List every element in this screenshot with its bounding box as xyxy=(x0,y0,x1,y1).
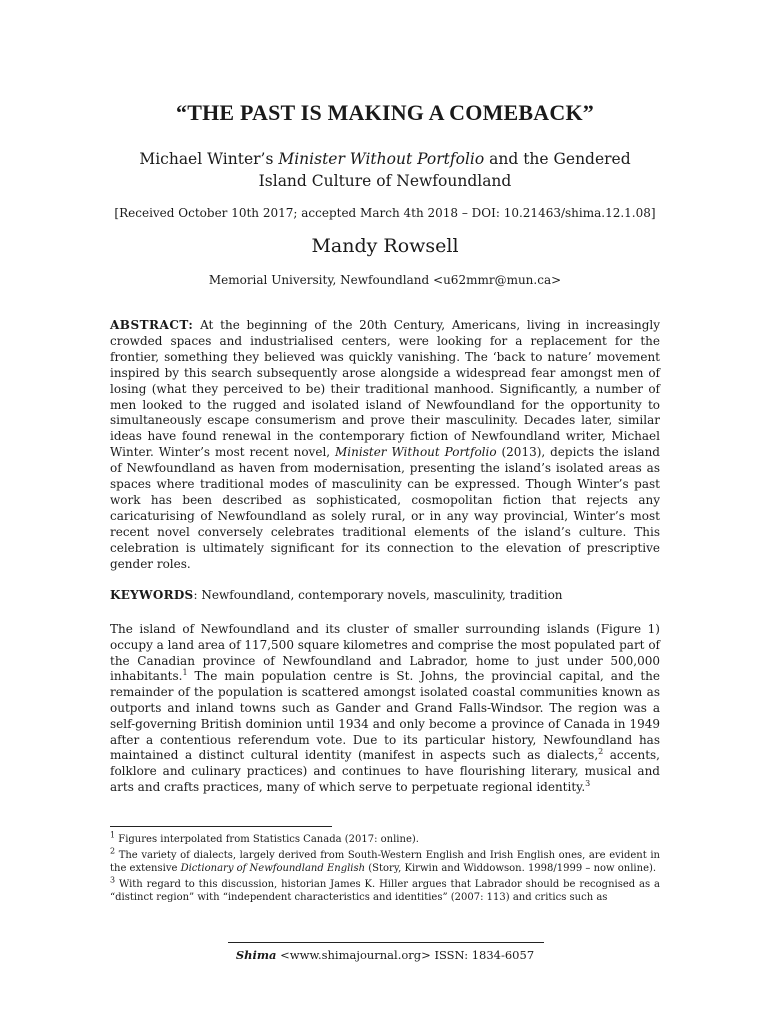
footnote-text: The variety of dialects, largely derived from South-Western English and Irish English ones, are evident in the extensive xyxy=(110,850,660,874)
body-text-1: The island of Newfoundland and its cluster of smaller surrounding islands (Figure 1) occupy a land area of 117,500 square kilometres and comprise the most populated part of the Canadian province of Newfoundland and Labrador, home to just under 500,000 inhabitants. xyxy=(110,622,660,684)
paper-title: “THE PAST IS MAKING A COMEBACK” xyxy=(176,100,594,125)
footnote-1 xyxy=(110,830,660,846)
footnote-text: (Story, Kirwin and Widdowson. 1998/1999 – now online). xyxy=(365,863,657,874)
footnote-divider xyxy=(110,826,332,827)
subtitle-line2: Island Culture of Newfoundland xyxy=(258,172,512,190)
footnote-ref-1[interactable]: 1 xyxy=(182,668,188,678)
footnotes xyxy=(110,830,660,907)
abstract-text-2: (2013), depicts the island of Newfoundland as haven from modernisation, presenting the island’s isolated areas as spaces where traditional modes of masculinity can be expressed. Though Winter’s past work has been described as sophisticated, cosmopolitan fiction that rejects any caricaturising of Newfoundland as solely rural, or in any way provincial, Winter’s most recent novel conversely celebrates traditional elements of the island’s culture. This celebration is ultimately significant for its connection to the elevation of prescriptive gender roles. xyxy=(110,445,660,571)
footnote-number: 1 xyxy=(110,830,116,840)
footnote-number: 2 xyxy=(110,846,116,856)
footnote-number: 3 xyxy=(110,875,116,885)
footnote-text: With regard to this discussion, historian James K. Hiller argues that Labrador should be recognised as a “distinct region” with “independent characteristics and identities” (2007: 113) and critics such as xyxy=(110,879,660,903)
subtitle-book-title: Minister Without Portfolio xyxy=(278,150,485,168)
keywords-label: KEYWORDS xyxy=(110,588,194,602)
paper-subtitle xyxy=(110,148,660,192)
subtitle-suffix: and the Gendered xyxy=(484,150,631,168)
abstract xyxy=(110,318,660,573)
footnote-ref-3[interactable]: 3 xyxy=(585,778,591,788)
journal-brand: Shima xyxy=(235,948,277,962)
abstract-text-1: At the beginning of the 20th Century, Americans, living in increasingly crowded spaces and industrialised centers, were looking for a replacement for the frontier, something they believed was quickly vanishing. The ‘back to nature’ movement inspired by this search subsequently arose alongside a widespread fear amongst men of losing (what they perceived to be) their traditional manhood. Significantly, a number of men looked to the rugged and isolated island of Newfoundland for the opportunity to simultaneously escape consumerism and prove their masculinity. Decades later, similar ideas have found renewal in the contemporary fiction of Newfoundland writer, Michael Winter. Winter’s most recent novel, xyxy=(110,318,660,460)
footnote-text: Figures interpolated from Statistics Canada (2017: online). xyxy=(115,834,419,845)
footer-divider xyxy=(228,942,544,943)
received-line: [Received October 10th 2017; accepted March 4th 2018 – DOI: 10.21463/shima.12.1.08] xyxy=(114,206,656,220)
abstract-label: ABSTRACT: xyxy=(110,318,194,332)
keywords xyxy=(110,588,660,602)
footnote-2 xyxy=(110,846,660,875)
abstract-book-title: Minister Without Portfolio xyxy=(335,445,497,460)
journal-footer-text: <www.shimajournal.org> ISSN: 1834-6057 xyxy=(276,948,535,962)
journal-footer xyxy=(0,948,770,962)
author-name: Mandy Rowsell xyxy=(311,235,459,257)
keywords-text: : Newfoundland, contemporary novels, masculinity, tradition xyxy=(193,588,563,602)
footnote-ref-2[interactable]: 2 xyxy=(598,747,604,757)
footnote-3 xyxy=(110,875,660,904)
footnote-italic-title: Dictionary of Newfoundland English xyxy=(180,863,366,874)
body-text-3: accents, folklore and culinary practices) and continues to have flourishing literary, musical and arts and crafts practices, many of which serve to perpetuate regional identity. xyxy=(110,748,660,794)
author-affiliation: Memorial University, Newfoundland <u62mmr@mun.ca> xyxy=(208,273,562,287)
body-text-2: The main population centre is St. Johns, the provincial capital, and the remainder of the population is scattered amongst isolated coastal communities known as outports and inland towns such as Gander and Grand Falls-Windsor. The region was a self-governing British dominion until 1934 and only become a province of Canada in 1949 after a contentious referendum vote. Due to its particular history, Newfoundland has maintained a distinct cultural identity (manifest in aspects such as dialects, xyxy=(110,669,660,763)
body-paragraph xyxy=(110,622,660,796)
subtitle-prefix: Michael Winter’s xyxy=(139,150,279,168)
